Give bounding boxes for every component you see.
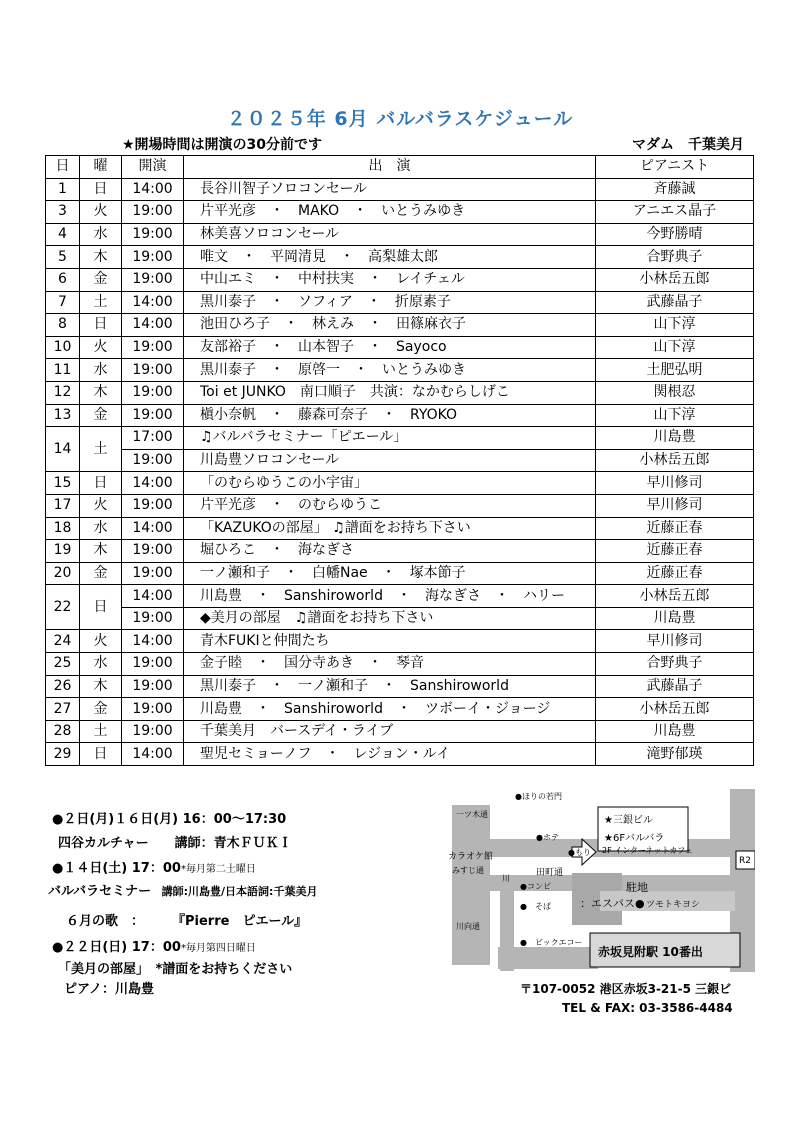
table-row xyxy=(46,223,754,246)
cell-performers: 川島豊 ・ Sanshiroworld ・ 海なぎさ ・ ハリー xyxy=(184,585,596,608)
schedule-table xyxy=(45,155,754,766)
map-label-hotel: ●ホテ xyxy=(536,833,559,842)
table-row xyxy=(46,449,754,472)
table-row xyxy=(46,381,754,404)
cell-day: 8 xyxy=(46,314,80,337)
cell-performers: 中山エミ ・ 中村扶実 ・ レイチェル xyxy=(184,268,596,291)
cell-day: 29 xyxy=(46,743,80,766)
mizuki-piano: ピアノ：川島豊 xyxy=(64,982,154,997)
cell-pianist: 斉藤誠 xyxy=(596,178,754,201)
map-label-espas: ：エスパス● xyxy=(580,897,645,910)
map-label-hitotsugi: 一ツ木通 xyxy=(456,810,488,819)
madam-name: マダム 千葉美月 xyxy=(632,137,744,153)
cell-pianist: 近藤正春 xyxy=(596,540,754,563)
access-map xyxy=(440,787,755,972)
col-header-weekday: 曜 xyxy=(80,156,122,179)
cell-performers: 川島豊 ・ Sanshiroworld ・ ツボーイ・ジョージ xyxy=(184,698,596,721)
cell-time: 14:00 xyxy=(122,517,184,540)
mizuki-date xyxy=(52,936,256,955)
cell-performers: 「のむらゆうこの小宇宙」 xyxy=(184,472,596,495)
cell-pianist: 関根忍 xyxy=(596,381,754,404)
cell-weekday: 火 xyxy=(80,494,122,517)
cell-pianist: アニエス晶子 xyxy=(596,201,754,224)
cell-time: 19:00 xyxy=(122,201,184,224)
seminar-line xyxy=(48,880,317,899)
cell-weekday: 土 xyxy=(80,427,122,472)
opening-note: ★開場時間は開演の30分前です xyxy=(122,137,323,153)
cell-pianist: 土肥弘明 xyxy=(596,359,754,382)
mizuki-title: 「美月の部屋」 *譜面をお持ちください xyxy=(58,962,293,977)
cell-weekday: 水 xyxy=(80,653,122,676)
map-label-morimo: ●もり xyxy=(568,848,591,857)
map-label-kawa: 川 xyxy=(502,874,510,883)
cell-weekday: 火 xyxy=(80,336,122,359)
cell-performers: 友部裕子 ・ 山本智子 ・ Sayoco xyxy=(184,336,596,359)
cell-time: 17:00 xyxy=(122,427,184,450)
map-label-tsumoto: ツモトキヨシ xyxy=(646,900,701,910)
cell-time: 19:00 xyxy=(122,675,184,698)
cell-performers: 一ノ瀬和子 ・ 白幡Nae ・ 塚本節子 xyxy=(184,562,596,585)
cell-time: 14:00 xyxy=(122,178,184,201)
cell-day: 12 xyxy=(46,381,80,404)
cell-performers: 林美喜ソロコンセール xyxy=(184,223,596,246)
cell-time: 19:00 xyxy=(122,607,184,630)
seminar-date xyxy=(52,857,256,876)
mizuki-date-note: *毎月第四日曜日 xyxy=(180,943,256,954)
cell-pianist: 近藤正春 xyxy=(596,562,754,585)
song-label: ６月の歌 ： xyxy=(66,914,145,929)
cell-day: 26 xyxy=(46,675,80,698)
seminar-teachers: 講師:川島豊/日本語詞:千葉美月 xyxy=(161,885,318,898)
cell-weekday: 土 xyxy=(80,720,122,743)
cell-day: 28 xyxy=(46,720,80,743)
table-row xyxy=(46,562,754,585)
mizuki-date-text: ●２２日(日) 17：00 xyxy=(52,940,181,955)
cell-time: 14:00 xyxy=(122,743,184,766)
cell-weekday: 土 xyxy=(80,291,122,314)
cell-pianist: 早川修司 xyxy=(596,472,754,495)
cell-weekday: 金 xyxy=(80,268,122,291)
cell-weekday: 日 xyxy=(80,472,122,495)
cell-time: 19:00 xyxy=(122,653,184,676)
table-row xyxy=(46,359,754,382)
cell-weekday: 木 xyxy=(80,381,122,404)
cell-weekday: 火 xyxy=(80,201,122,224)
cell-day: 18 xyxy=(46,517,80,540)
cell-weekday: 木 xyxy=(80,540,122,563)
col-header-day: 日 xyxy=(46,156,80,179)
col-header-time: 開演 xyxy=(122,156,184,179)
cell-time: 19:00 xyxy=(122,720,184,743)
cell-performers: 片平光彦 ・ のむらゆうこ xyxy=(184,494,596,517)
cell-weekday: 日 xyxy=(80,314,122,337)
cell-time: 19:00 xyxy=(122,381,184,404)
map-label-building2: ★6Fバルバラ xyxy=(604,833,665,844)
cell-day: 4 xyxy=(46,223,80,246)
cell-time: 14:00 xyxy=(122,472,184,495)
cell-pianist: 小林岳五郎 xyxy=(596,698,754,721)
cell-performers: 片平光彦 ・ MAKO ・ いとうみゆき xyxy=(184,201,596,224)
map-label-karaoke: カラオケ館 xyxy=(448,852,493,862)
cell-time: 19:00 xyxy=(122,268,184,291)
table-row xyxy=(46,720,754,743)
cell-weekday: 金 xyxy=(80,562,122,585)
cell-pianist: 早川修司 xyxy=(596,630,754,653)
table-row xyxy=(46,630,754,653)
cell-day: 5 xyxy=(46,246,80,269)
map-label-misuji: みすじ通 xyxy=(452,866,484,875)
table-row xyxy=(46,675,754,698)
cell-day: 17 xyxy=(46,494,80,517)
table-row xyxy=(46,585,754,608)
cell-performers: ♫バルバラセミナー「ピエール」 xyxy=(184,427,596,450)
cell-performers: 槇小奈帆 ・ 藤森可奈子 ・ RYOKO xyxy=(184,404,596,427)
cell-day: 6 xyxy=(46,268,80,291)
map-label-station: 赤坂見附駅 10番出 xyxy=(598,945,703,959)
cell-pianist: 山下淳 xyxy=(596,336,754,359)
cell-weekday: 日 xyxy=(80,585,122,630)
cell-performers: 黒川泰子 ・ 原啓一 ・ いとうみゆき xyxy=(184,359,596,382)
yotsuya-date: ●２日(月)１６日(月) 16：00～17:30 xyxy=(52,812,287,827)
table-row xyxy=(46,540,754,563)
cell-performers: 堀ひろこ ・ 海なぎさ xyxy=(184,540,596,563)
cell-pianist: 川島豊 xyxy=(596,427,754,450)
map-label-road: R2 xyxy=(739,856,751,866)
cell-performers: 黒川泰子 ・ 一ノ瀬和子 ・ Sanshiroworld xyxy=(184,675,596,698)
cell-performers: 唯文 ・ 平岡清見 ・ 高梨雄太郎 xyxy=(184,246,596,269)
cell-pianist: 川島豊 xyxy=(596,607,754,630)
cell-pianist: 合野典子 xyxy=(596,653,754,676)
map-label-temple: ●ほりの若門 xyxy=(515,792,562,801)
cell-time: 14:00 xyxy=(122,314,184,337)
cell-time: 19:00 xyxy=(122,540,184,563)
table-row xyxy=(46,743,754,766)
map-label-parking: 駐地 xyxy=(626,881,648,894)
cell-time: 19:00 xyxy=(122,404,184,427)
cell-time: 19:00 xyxy=(122,246,184,269)
cell-day: 22 xyxy=(46,585,80,630)
cell-time: 19:00 xyxy=(122,698,184,721)
map-label-soba: ● そば xyxy=(520,902,551,911)
cell-weekday: 水 xyxy=(80,223,122,246)
cell-pianist: 武藤晶子 xyxy=(596,291,754,314)
table-row xyxy=(46,336,754,359)
cell-pianist: 山下淳 xyxy=(596,404,754,427)
map-label-bic: ● ビックエコー xyxy=(520,938,583,947)
cell-day: 13 xyxy=(46,404,80,427)
yotsuya-line: 四谷カルチャー 講師：青木ＦＵＫＩ xyxy=(58,836,292,851)
cell-day: 15 xyxy=(46,472,80,495)
cell-time: 19:00 xyxy=(122,449,184,472)
cell-weekday: 日 xyxy=(80,178,122,201)
cell-performers: 川島豊ソロコンセール xyxy=(184,449,596,472)
cell-day: 25 xyxy=(46,653,80,676)
cell-performers: 池田ひろ子 ・ 林えみ ・ 田篠麻衣子 xyxy=(184,314,596,337)
cell-day: 10 xyxy=(46,336,80,359)
cell-day: 1 xyxy=(46,178,80,201)
cell-performers: 聖児セミョーノフ ・ レジョン・ルイ xyxy=(184,743,596,766)
cell-weekday: 金 xyxy=(80,698,122,721)
map-label-tamachi: 田町通 xyxy=(536,868,564,878)
table-row xyxy=(46,314,754,337)
cell-pianist: 小林岳五郎 xyxy=(596,449,754,472)
cell-performers: 長谷川智子ソロコンセール xyxy=(184,178,596,201)
cell-pianist: 合野典子 xyxy=(596,246,754,269)
tel-fax: TEL & FAX: 03-3586-4484 xyxy=(562,1001,733,1015)
cell-performers: 千葉美月 バースデイ・ライブ xyxy=(184,720,596,743)
cell-weekday: 金 xyxy=(80,404,122,427)
table-row xyxy=(46,653,754,676)
cell-day: 19 xyxy=(46,540,80,563)
cell-performers: 「KAZUKOの部屋」 ♫譜面をお持ち下さい xyxy=(184,517,596,540)
seminar-date-note: *毎月第二土曜日 xyxy=(180,864,256,875)
table-row xyxy=(46,517,754,540)
cell-weekday: 水 xyxy=(80,517,122,540)
cell-pianist: 山下淳 xyxy=(596,314,754,337)
cell-time: 14:00 xyxy=(122,630,184,653)
map-label-conv: ●コンビ xyxy=(520,882,551,891)
cell-weekday: 日 xyxy=(80,743,122,766)
map-label-floor2: 2F インターネットカフェ xyxy=(602,846,693,855)
cell-performers: 金子睦 ・ 国分寺あき ・ 琴音 xyxy=(184,653,596,676)
cell-time: 19:00 xyxy=(122,562,184,585)
cell-day: 24 xyxy=(46,630,80,653)
cell-time: 14:00 xyxy=(122,585,184,608)
cell-pianist: 小林岳五郎 xyxy=(596,268,754,291)
cell-weekday: 木 xyxy=(80,675,122,698)
table-header-row xyxy=(46,156,754,179)
cell-pianist: 近藤正春 xyxy=(596,517,754,540)
cell-pianist: 早川修司 xyxy=(596,494,754,517)
table-row xyxy=(46,291,754,314)
address: 〒107-0052 港区赤坂3-21-5 三銀ビ xyxy=(520,982,732,996)
cell-pianist: 今野勝晴 xyxy=(596,223,754,246)
cell-weekday: 木 xyxy=(80,246,122,269)
cell-performers: 青木FUKIと仲間たち xyxy=(184,630,596,653)
table-row xyxy=(46,472,754,495)
cell-weekday: 火 xyxy=(80,630,122,653)
table-row xyxy=(46,494,754,517)
cell-weekday: 水 xyxy=(80,359,122,382)
cell-performers: 黒川泰子 ・ ソフィア ・ 折原素子 xyxy=(184,291,596,314)
cell-pianist: 川島豊 xyxy=(596,720,754,743)
cell-day: 3 xyxy=(46,201,80,224)
page-title: ２０２５年 6月 バルバラスケジュール xyxy=(226,108,574,130)
cell-pianist: 小林岳五郎 xyxy=(596,585,754,608)
table-row xyxy=(46,698,754,721)
col-header-performers: 出 演 xyxy=(184,156,596,179)
table-row xyxy=(46,404,754,427)
table-row xyxy=(46,201,754,224)
cell-day: 27 xyxy=(46,698,80,721)
table-row xyxy=(46,246,754,269)
cell-time: 19:00 xyxy=(122,336,184,359)
cell-day: 14 xyxy=(46,427,80,472)
map-label-building1: ★三銀ビル xyxy=(604,815,653,826)
cell-time: 14:00 xyxy=(122,291,184,314)
cell-time: 19:00 xyxy=(122,494,184,517)
table-row xyxy=(46,427,754,450)
cell-day: 11 xyxy=(46,359,80,382)
cell-performers: Toi et JUNKO 南口順子 共演：なかむらしげこ xyxy=(184,381,596,404)
seminar-date-text: ●１４日(土) 17：00 xyxy=(52,861,181,876)
cell-day: 7 xyxy=(46,291,80,314)
seminar-title: バルバラセミナー xyxy=(48,884,152,899)
col-header-pianist: ピアニスト xyxy=(596,156,754,179)
cell-performers: ◆美月の部屋 ♫譜面をお持ち下さい xyxy=(184,607,596,630)
map-label-kawanote: 川向通 xyxy=(456,922,480,931)
song-title: 『Pierre ピエール』 xyxy=(172,914,308,929)
table-row xyxy=(46,178,754,201)
cell-day: 20 xyxy=(46,562,80,585)
table-row xyxy=(46,607,754,630)
cell-time: 19:00 xyxy=(122,359,184,382)
cell-pianist: 滝野郁瑛 xyxy=(596,743,754,766)
table-row xyxy=(46,268,754,291)
cell-time: 19:00 xyxy=(122,223,184,246)
cell-pianist: 武藤晶子 xyxy=(596,675,754,698)
